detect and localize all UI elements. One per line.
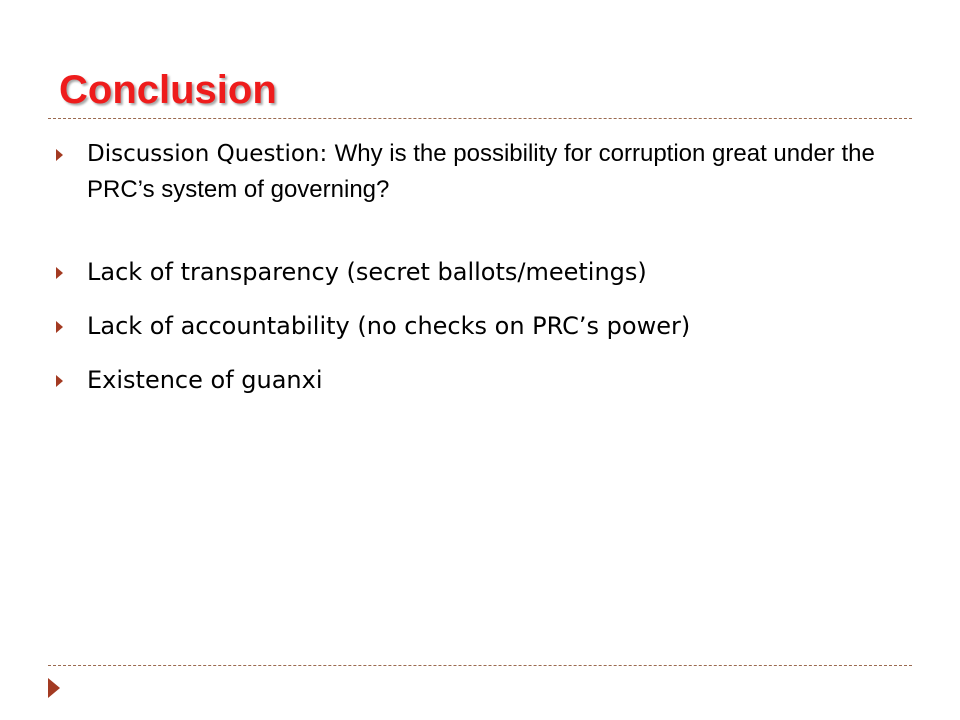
bullet-item <box>56 136 906 208</box>
bullet-item <box>56 362 906 398</box>
bullet-lead: Discussion Question: <box>87 141 335 167</box>
triangle-right-icon <box>56 321 63 333</box>
triangle-right-icon <box>56 375 63 387</box>
bullet-item <box>56 254 906 290</box>
triangle-right-icon <box>48 678 60 698</box>
bullet-text: Lack of accountability (no checks on PRC’s power) <box>87 312 691 340</box>
bullet-list <box>56 136 906 398</box>
footer-divider <box>48 665 912 666</box>
triangle-right-icon <box>56 149 63 161</box>
triangle-right-icon <box>56 267 63 279</box>
bullet-text: Existence of guanxi <box>87 366 323 394</box>
slide-title: Conclusion <box>59 68 277 112</box>
bullet-text: Lack of transparency (secret ballots/meetings) <box>87 258 647 286</box>
bullet-text: Why is the possibility for corruption great under the PRC’s system of governing? <box>87 140 875 203</box>
title-divider <box>48 118 912 119</box>
bullet-item <box>56 308 906 344</box>
